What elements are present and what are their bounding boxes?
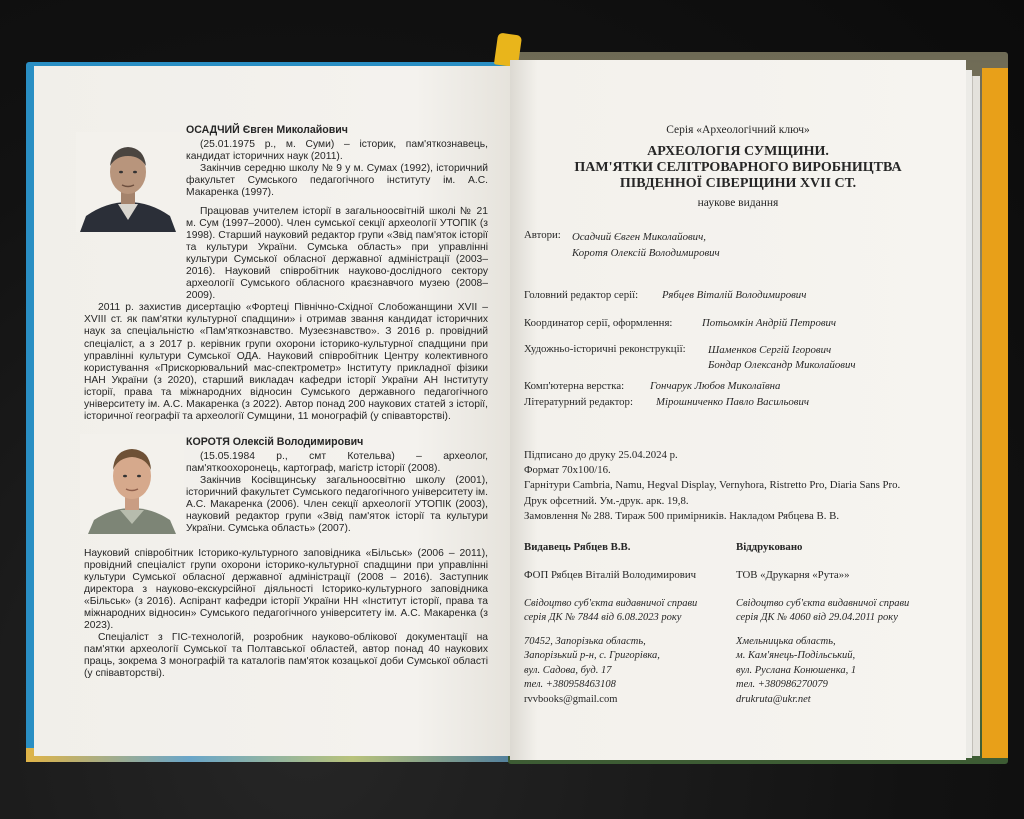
address-line: вул. Садова, буд. 17 [524,664,612,676]
title-line: АРХЕОЛОГІЯ СУМЩИНИ. [647,144,829,159]
authors-label: Автори: [524,229,561,241]
bio-paragraph: 2011 р. захистив дисертацію «Фортеці Північно-Східної Слобожанщини XVII – XVIII ст. як пам'ятки культурної спадщини» і отримав звання кандидат історичних наук за спеціальністю «Пам'яткознавство. Музеєзнавство». З 2016 р. провідний спеціаліст, а з 2017 р. керівник групи охорони історико-культурної спадщини при управлінні культури Сумської ОДА. Науковий співробітник Центру колективного користування «Прискорювальний мас-спектрометр» Інституту прикладної фізики НАН України (з 2020), старший викладач кафедри історії України АН Інституту історії, права та міжнародних відносин Сумського державного педагогічного університету ім. А.С. Макаренка (з 2022). Автор понад 200 наукових статей з історії, історичної географії та археології Сумщини, 11 монографій (у співавторстві). [84,302,488,422]
bio-osadchyi-top [186,124,488,199]
author-name: ОСАДЧИЙ Євген Миколайович [186,124,348,136]
imprint-line: Формат 70х100/16. [524,464,611,477]
publisher-address [524,635,660,707]
bio-korotia-top [186,436,488,535]
authors-list [572,229,720,261]
reconstructions-label: Художньо-історичні реконструкції: [524,343,686,355]
layout-label: Комп'ютерна верстка: [524,380,625,392]
bio-paragraph: (15.05.1984 р., смт Котельва) – археолог, пам'яткоохоронець, картограф, магістр історії (2008). [186,451,488,475]
address-line: rvvbooks@gmail.com [524,693,618,705]
address-line: 70452, Запорізька область, [524,636,646,647]
left-page [34,66,510,756]
publisher-certificate [524,597,697,624]
edition-type: наукове видання [697,197,779,209]
series-name: Серія «Археологічний ключ» [666,124,810,136]
chief-editor-label: Головний редактор серії: [524,289,639,301]
address-line: тел. +380986270079 [736,679,828,691]
printer-certificate [736,597,909,624]
bio-paragraph: Науковий співробітник Історико-культурного заповідника «Більськ» (2006 – 2011), провідний спеціаліст групи охорони історико-культурної спадщини при управлінні культури Сумської обласної державної адміністрації (2008 – 2016). Заступник директора з науково-екскурсійної діяльності Історико-культурного заповідника «Більськ» (з 2016). Аспірант кафедри історії України НН «Інститут історії, права та міжнародних відносин» Сумського педагогічного університету ім. А.С. Макаренка (з 2023). [84,548,488,632]
coordinator: Потьомкін Андрій Петрович [702,317,837,329]
bio-paragraph: Працював учителем історії в загальноосвітній школі № 21 м. Сум (1997–2000). Член сумської секції археології УТОПІК (з 1998). Старший науковий редактор групи «Звід пам'яток історії та культури України. Сумська область» при управлінні культури Сумської обласної державної адміністрації (2003–2016). Науковий співробітник науково-дослідного сектору археології Сумського обласного краєзнавчого музею (2008–2009). [186,206,488,302]
printer-name: ТОВ «Друкарня «Рута»» [736,569,850,581]
bio-paragraph: Закінчив середню школу № 9 у м. Сумах (1992), історичний факультет Сумського педагогічного інституту ім. А.С. Макаренка (1997). [186,163,488,199]
author-line: Осадчий Євген Миколайович, [572,231,706,243]
printer-heading: Віддруковано [736,541,803,553]
author-photo-korotia [80,434,184,534]
bio-paragraph: Спеціаліст з ГІС-технологій, розробник науково-облікової документації на пам'ятки археології Сумської та Полтавської областей, автор понад 40 наукових праць, зокрема 3 монографій та каталогів пам'яток козацької доби Сумської області (у співавторстві). [84,632,488,680]
address-line: тел. +380958463108 [524,679,616,691]
chief-editor: Рябцев Віталій Володимирович [662,289,807,301]
address-line: Хмельницька область, [736,636,836,647]
address-line: вул. Руслана Конюшенка, 1 [736,664,857,676]
author-name: КОРОТЯ Олексій Володимирович [186,436,364,448]
reconstruction-author: Шаменков Сергій Ігорович [708,344,832,356]
reconstructions-list [708,343,856,373]
page-edges [972,76,980,756]
reconstruction-author: Бондар Олександр Миколайович [708,359,856,371]
bio-osadchyi-full [84,206,488,423]
imprint-line: Друк офсетний. Ум.-друк. арк. 19,8. [524,494,689,507]
title-line: ПАМ'ЯТКИ СЕЛІТРОВАРНОГО ВИРОБНИЦТВА [574,160,902,175]
book-title [510,144,966,192]
imprint-line: Підписано до друку 25.04.2024 р. [524,449,678,461]
lit-editor-label: Літературний редактор: [524,396,633,408]
layout-person: Гончарук Любов Миколаївна [650,380,781,392]
title-line: ПІВДЕННОЇ СІВЕРЩИНИ XVII СТ. [619,176,857,191]
publisher-name: ФОП Рябцев Віталій Володимирович [524,569,697,581]
imprint-line: Замовлення № 288. Тираж 500 примірників. Накладом Рябцева В. В. [524,509,840,522]
publisher-heading: Видавець Рябцев В.В. [524,541,631,553]
address-line: м. Кам'янець-Подільський, [736,650,856,662]
bio-paragraph: Закінчив Косівщинську загальноосвітню школу (2001), історичний факультет Сумського педагогічного університету ім. А.С. Макаренка (2006). Член секції археології УТОПІК (2003), науковий редактор групи «Звід пам'яток історії та культури України. Сумська область» (2007). [186,475,488,535]
cover-orange-edge [982,68,1008,758]
lit-editor: Мірошниченко Павло Васильович [656,396,809,408]
right-page [510,60,966,760]
cert-line: серія ДК № 4060 від 29.04.2011 року [736,611,898,623]
address-line: Запорізький р-н, с. Григорівка, [524,650,660,662]
cert-line: Свідоцтво суб'єкта видавничої справи [736,598,910,609]
cert-line: серія ДК № 7844 від 6.08.2023 року [524,611,682,623]
coordinator-label: Координатор серії, оформлення: [524,317,673,329]
bio-paragraph: (25.01.1975 р., м. Суми) – історик, пам'яткознавець, кандидат історичних наук (2011). [186,139,488,163]
imprint-line: Гарнітури Cambria, Namu, Hegval Display, Vernyhora, Ristretto Pro, Diaria Sans Pro. [524,479,901,492]
imprint [524,448,954,524]
printer-address [736,635,856,707]
address-line: drukruta@ukr.net [736,693,811,705]
bio-korotia-full [84,548,488,681]
author-line: Коротя Олексій Володимирович [572,247,720,259]
cert-line: Свідоцтво суб'єкта видавничої справи [524,598,698,609]
